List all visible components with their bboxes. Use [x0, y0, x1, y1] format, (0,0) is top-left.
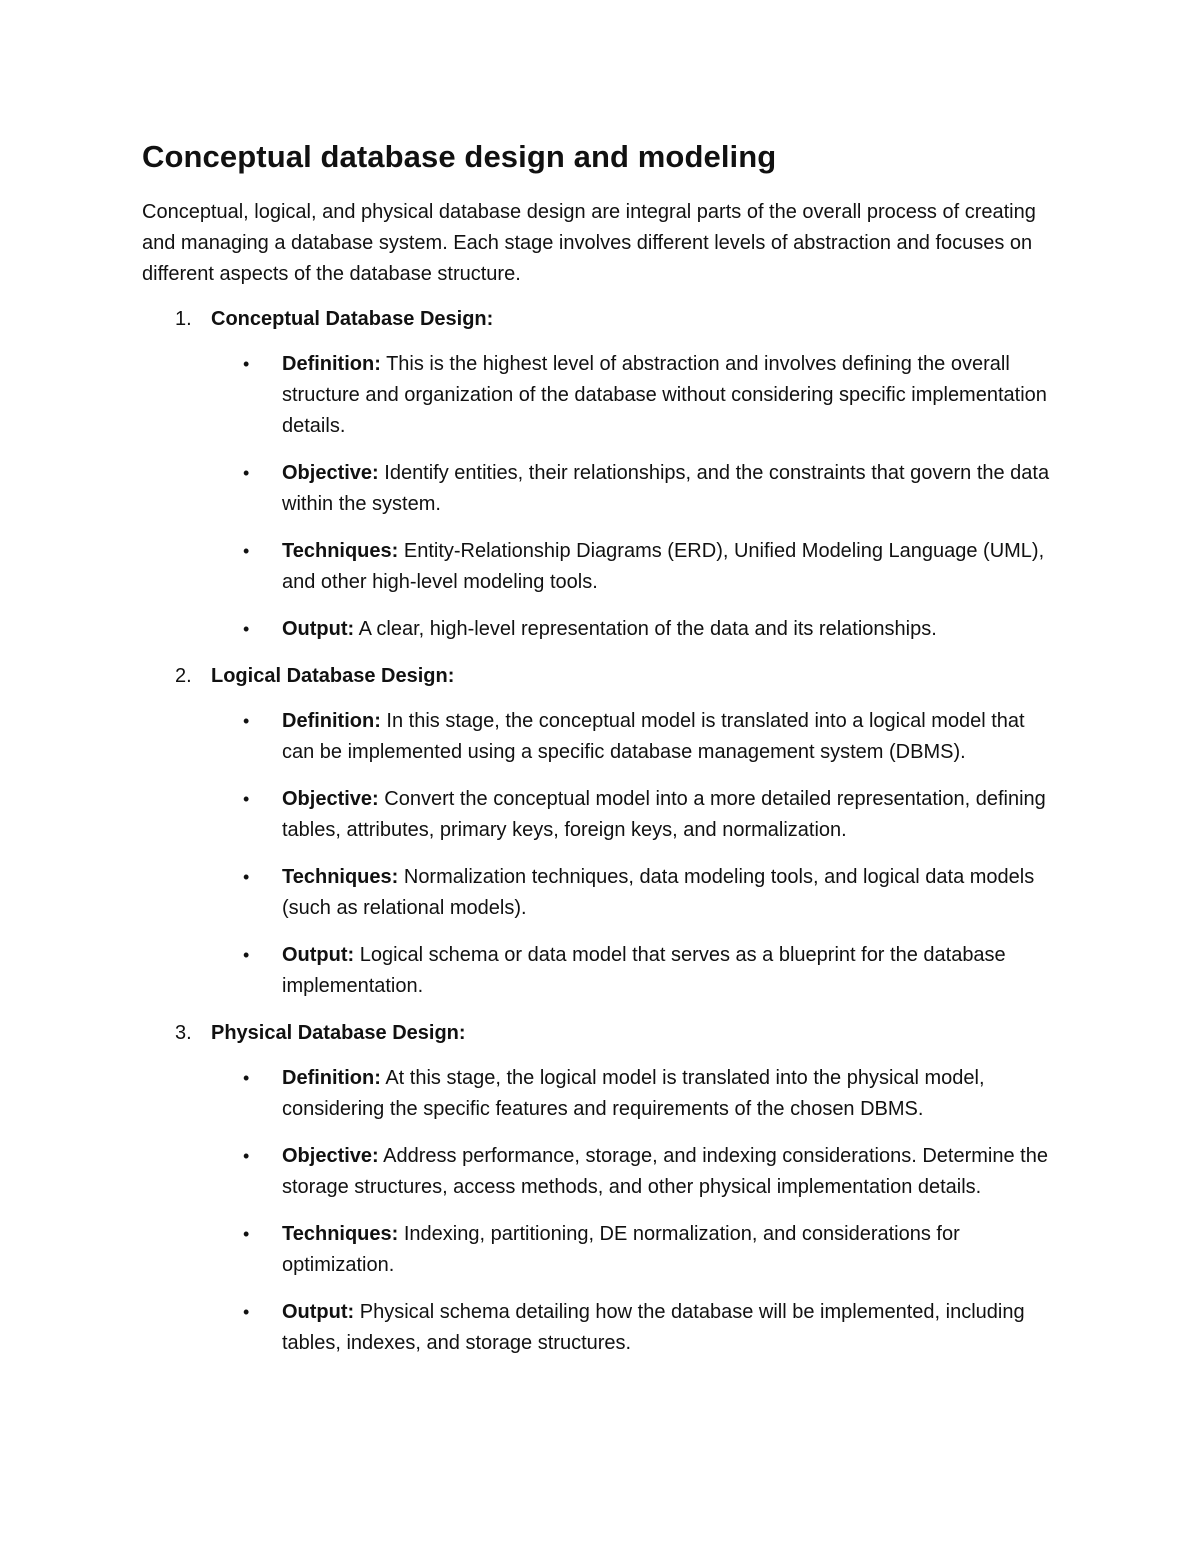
section-heading — [142, 304, 1072, 335]
bullet-icon: • — [243, 711, 250, 732]
bullet-icon: • — [243, 541, 250, 562]
bullet-term: Output: — [282, 944, 355, 967]
list-item — [142, 940, 1072, 1002]
bullet-term: Objective: — [282, 1145, 379, 1168]
bullet-list — [142, 706, 1072, 1002]
section-physical — [142, 1018, 1072, 1359]
bullet-body — [282, 536, 1072, 598]
bullet-term: Definition: — [282, 353, 381, 376]
bullet-term: Objective: — [282, 462, 379, 485]
bullet-text: Logical schema or data model that serves as a blueprint for the database implementation. — [282, 944, 1006, 998]
bullet-body — [282, 940, 1072, 1002]
list-item — [142, 1063, 1072, 1125]
list-item — [142, 349, 1072, 442]
list-item — [142, 1219, 1072, 1281]
bullet-body — [282, 458, 1072, 520]
bullet-text: At this stage, the logical model is translated into the physical model, considering the specific features and requirements of the chosen DBMS. — [282, 1067, 985, 1121]
section-title: Logical Database Design: — [211, 665, 455, 688]
list-item — [142, 862, 1072, 924]
bullet-term: Output: — [282, 1301, 355, 1324]
section-conceptual — [142, 304, 1072, 645]
bullet-text: A clear, high-level representation of the data and its relationships. — [354, 618, 937, 641]
bullet-text: Normalization techniques, data modeling tools, and logical data models (such as relational models). — [282, 866, 1035, 920]
list-item — [142, 784, 1072, 846]
bullet-term: Objective: — [282, 788, 379, 811]
bullet-body — [282, 349, 1072, 442]
section-list — [142, 304, 1072, 1359]
section-title: Conceptual Database Design: — [211, 308, 494, 331]
list-item — [142, 706, 1072, 768]
section-number: 1. — [175, 308, 192, 331]
bullet-text: Indexing, partitioning, DE normalization, and considerations for optimization. — [282, 1223, 960, 1277]
bullet-text: Address performance, storage, and indexing considerations. Determine the storage structures, access methods, and other physical implementation details. — [282, 1145, 1048, 1199]
bullet-icon: • — [243, 1224, 250, 1245]
bullet-text: Convert the conceptual model into a more detailed representation, defining tables, attributes, primary keys, foreign keys, and normalization. — [282, 788, 1046, 842]
bullet-term: Techniques: — [282, 1223, 399, 1246]
bullet-body — [282, 862, 1072, 924]
bullet-text: This is the highest level of abstraction and involves defining the overall structure and organization of the database without considering specific implementation details. — [282, 353, 1047, 438]
section-logical — [142, 661, 1072, 1002]
list-item — [142, 1141, 1072, 1203]
bullet-body — [282, 784, 1072, 846]
bullet-term: Definition: — [282, 1067, 381, 1090]
list-item — [142, 1297, 1072, 1359]
bullet-term: Techniques: — [282, 540, 399, 563]
bullet-text: Entity-Relationship Diagrams (ERD), Unified Modeling Language (UML), and other high-level modeling tools. — [282, 540, 1045, 594]
bullet-list — [142, 349, 1072, 645]
bullet-term: Techniques: — [282, 866, 399, 889]
section-heading — [142, 1018, 1072, 1049]
section-title: Physical Database Design: — [211, 1022, 466, 1045]
bullet-icon: • — [243, 619, 250, 640]
list-item — [142, 536, 1072, 598]
list-item — [142, 458, 1072, 520]
bullet-text: Identify entities, their relationships, and the constraints that govern the data within the system. — [282, 462, 1050, 516]
bullet-icon: • — [243, 1068, 250, 1089]
page-title: Conceptual database design and modeling — [142, 139, 777, 174]
bullet-icon: • — [243, 354, 250, 375]
section-number: 2. — [175, 665, 192, 688]
bullet-icon: • — [243, 789, 250, 810]
bullet-body — [282, 1219, 1072, 1281]
bullet-text: In this stage, the conceptual model is translated into a logical model that can be implemented using a specific database management system (DBMS). — [282, 710, 1025, 764]
bullet-icon: • — [243, 1302, 250, 1323]
bullet-icon: • — [243, 1146, 250, 1167]
bullet-body — [282, 1063, 1072, 1125]
bullet-body — [282, 1297, 1072, 1359]
document-page — [142, 138, 1072, 1375]
list-item — [142, 614, 1072, 645]
bullet-icon: • — [243, 463, 250, 484]
bullet-text: Physical schema detailing how the database will be implemented, including tables, indexes, and storage structures. — [282, 1301, 1025, 1355]
section-number: 3. — [175, 1022, 192, 1045]
bullet-term: Definition: — [282, 710, 381, 733]
bullet-icon: • — [243, 945, 250, 966]
bullet-body — [282, 614, 1072, 645]
bullet-body — [282, 1141, 1072, 1203]
intro-paragraph: Conceptual, logical, and physical database design are integral parts of the overall process of creating and managing a database system. Each stage involves different levels of abstraction and focuses on different aspects of the database structure. — [142, 201, 1036, 286]
bullet-icon: • — [243, 867, 250, 888]
section-heading — [142, 661, 1072, 692]
bullet-body — [282, 706, 1072, 768]
bullet-term: Output: — [282, 618, 355, 641]
bullet-list — [142, 1063, 1072, 1359]
